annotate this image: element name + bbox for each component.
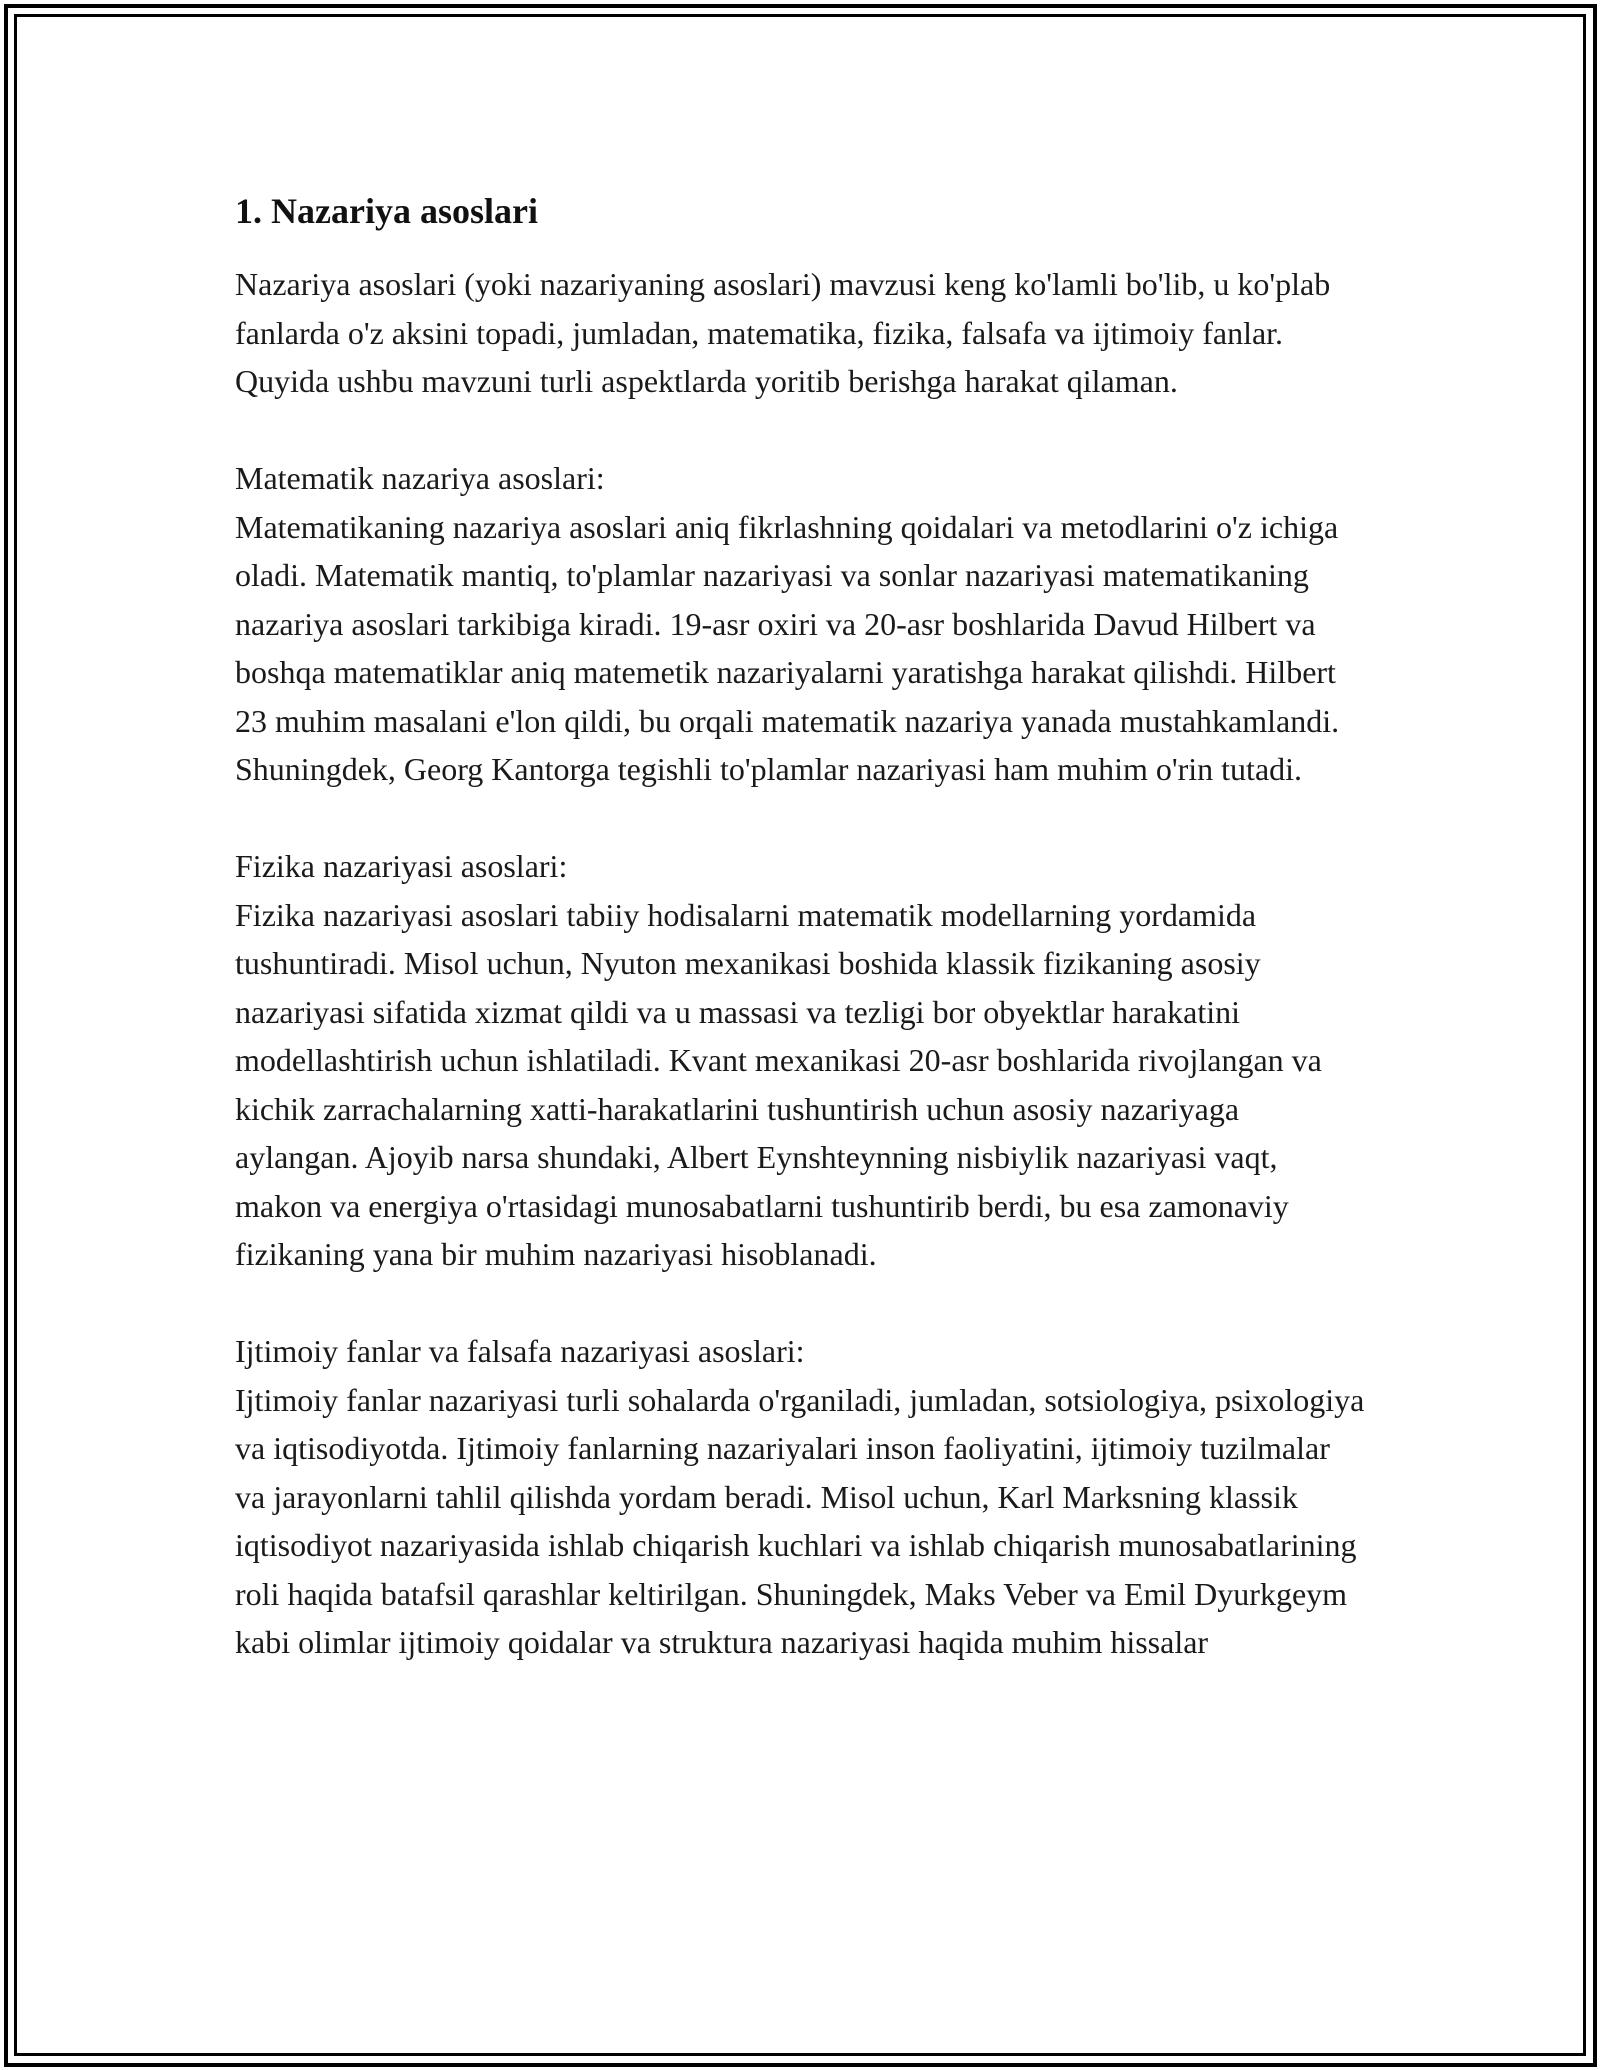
intro-paragraph: Nazariya asoslari (yoki nazariyaning asoslari) mavzusi keng ko'lamli bo'lib, u ko'plab fanlarda o'z aksini topadi, jumladan, matematika, fizika, falsafa va ijtimoiy fanlar. Quyida ushbu mavzuni turli aspektlarda yoritib berishga harakat qilaman. [235,266,1331,399]
section-heading: Matematik nazariya asoslari: [235,460,605,496]
section-body: Ijtimoiy fanlar nazariyasi turli sohalarda o'rganiladi, jumladan, sotsiologiya, psixologiya va iqtisodiyotda. Ijtimoiy fanlarning nazariyalari inson faoliyatini, ijtimoiy tuzilmalar va jarayonlarni tahlil qilishda yordam beradi. Misol uchun, Karl Marksning klassik iqtisodiyot nazariyasida ishlab chiqarish kuchlari va ishlab chiqarish munosabatlarining roli haqida batafsil qarashlar keltirilgan. Shuningdek, Maks Veber va Emil Dyurkgeym kabi olimlar ijtimoiy qoidalar va struktura nazariyasi haqida muhim hissalar [235,1381,1365,1660]
section-physics [235,842,1365,1279]
section-social [235,1327,1365,1667]
document-title: 1. Nazariya asoslari [235,191,538,231]
section-body: Fizika nazariyasi asoslari tabiiy hodisalarni matematik modellarning yordamida tushuntiradi. Misol uchun, Nyuton mexanikasi boshida klassik fizikaning asosiy nazariyasi sifatida xizmat qildi va u massasi va tezligi bor obyektlar harakatini modellashtirish uchun ishlatiladi. Kvant mexanikasi 20-asr boshlarida rivojlangan va kichik zarrachalarning xatti-harakatlarini tushuntirish uchun asosiy nazariyaga aylangan. Ajoyib narsa shundaki, Albert Eynshteynning nisbiylik nazariyasi vaqt, makon va energiya o'rtasidagi munosabatlarni tushuntirib berdi, bu esa zamonaviy fizikaning yana bir muhim nazariyasi hisoblanadi. [235,896,1322,1272]
section-heading: Fizika nazariyasi asoslari: [235,848,568,884]
document-body [235,180,1365,1715]
section-math [235,454,1365,794]
section-heading: Ijtimoiy fanlar va falsafa nazariyasi asoslari: [235,1333,805,1369]
section-body: Matematikaning nazariya asoslari aniq fikrlashning qoidalari va metodlarini o'z ichiga oladi. Matematik mantiq, to'plamlar nazariyasi va sonlar nazariyasi matematikaning nazariya asoslari tarkibiga kiradi. 19-asr oxiri va 20-asr boshlarida Davud Hilbert va boshqa matematiklar aniq matemetik nazariyalarni yaratishga harakat qilishdi. Hilbert 23 muhim masalani e'lon qildi, bu orqali matematik nazariya yanada mustahkamlandi. Shuningdek, Georg Kantorga tegishli to'plamlar nazariyasi ham muhim o'rin tutadi. [235,508,1340,787]
